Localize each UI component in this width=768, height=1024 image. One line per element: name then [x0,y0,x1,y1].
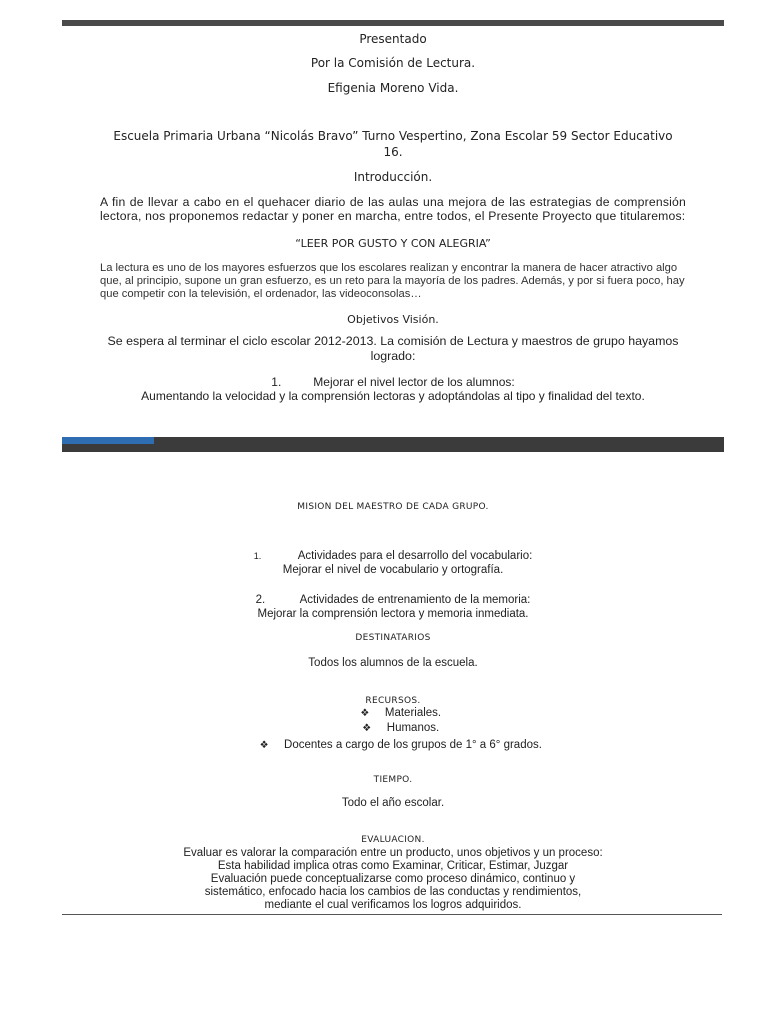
author-name: Efigenia Moreno Vida. [327,81,459,95]
introduction-heading: Introducción. [353,170,433,184]
diamond-bullet-icon: ❖ [362,723,372,734]
objective-item-number: 1. [271,375,282,389]
objective-item [100,375,686,389]
resources-list [100,706,686,753]
activity-detail: Mejorar el nivel de vocabulario y ortografía. [282,564,504,576]
evaluation-line: mediante el cual verificamos los logros adquiridos. [264,899,522,911]
project-title: “LEER POR GUSTO Y CON ALEGRIA” [295,237,491,250]
objectives-heading: Objetivos Visión. [347,313,439,326]
objective-item-detail: Aumentando la velocidad y la comprensión lectoras y adoptándolas al tipo y finalidad del texto. [141,389,645,403]
mission-heading: MISION DEL MAESTRO DE CADA GRUPO. [297,502,489,512]
activity-number: 2. [255,594,266,606]
reading-paragraph: La lectura es uno de los mayores esfuerzos que los escolares realizan y encontrar la manera de hacer atractivo algo que, al principio, supone un gran esfuerzo, es un reto para la mayoría de los padres. Además, y por si fuera poco, hay que competir con la televisión, el ordenador, las videoconsolas… [100,262,685,300]
document-page-1 [62,28,724,403]
recipients-text: Todos los alumnos de la escuela. [308,657,478,669]
presented-label: Presentado [359,32,427,46]
evaluation-text [100,847,686,912]
resources-heading: RECURSOS. [365,696,421,706]
page-divider-accent [62,437,154,444]
evaluation-heading: EVALUACION. [361,835,425,845]
page-divider [62,437,724,452]
school-name: Escuela Primaria Urbana “Nicolás Bravo” Turno Vespertino, Zona Escolar 59 Sector Educativo 16. [113,129,673,159]
evaluation-line: sistemático, enfocado hacia los cambios de las conductas y rendimientos, [204,886,582,898]
resource-label: Docentes a cargo de los grupos de 1° a 6° grados. [284,739,542,751]
activity-detail: Mejorar la comprensión lectora y memoria inmediata. [257,608,529,620]
objectives-paragraph: Se espera al terminar el ciclo escolar 2012-2013. La comisión de Lectura y maestros de grupo hayamos logrado: [107,334,679,363]
list-item [100,706,686,721]
introduction-paragraph: A fin de llevar a cabo en el quehacer diario de las aulas una mejora de las estrategias de comprensión lectora, nos proponemos redactar y poner en marcha, entre todos, el Presente Proyecto que titularemos: [100,195,686,223]
evaluation-line: Evaluación puede conceptualizarse como proceso dinámico, continuo y [210,873,576,885]
list-item [100,738,686,753]
diamond-bullet-icon: ❖ [259,740,269,751]
commission-label: Por la Comisión de Lectura. [310,56,476,70]
activity-item [100,549,686,577]
activity-item [100,593,686,621]
document-page-2 [62,500,724,912]
activity-title: Actividades de entrenamiento de la memoria: [299,594,531,606]
time-text: Todo el año escolar. [341,797,445,809]
list-item [100,721,686,736]
activity-title: Actividades para el desarrollo del vocabulario: [297,550,533,562]
time-heading: TIEMPO. [373,775,413,785]
evaluation-line: Evaluar es valorar la comparación entre un producto, unos objetivos y un proceso: [183,847,603,859]
objective-item-text: Mejorar el nivel lector de los alumnos: [313,375,515,389]
bottom-rule [62,914,722,915]
top-rule [62,20,724,26]
evaluation-line: Esta habilidad implica otras como Examinar, Criticar, Estimar, Juzgar [217,860,569,872]
resource-label: Materiales. [384,707,442,719]
diamond-bullet-icon: ❖ [360,708,370,719]
resource-label: Humanos. [386,722,440,734]
recipients-heading: DESTINATARIOS [355,633,431,643]
activity-number: 1. [253,551,262,561]
